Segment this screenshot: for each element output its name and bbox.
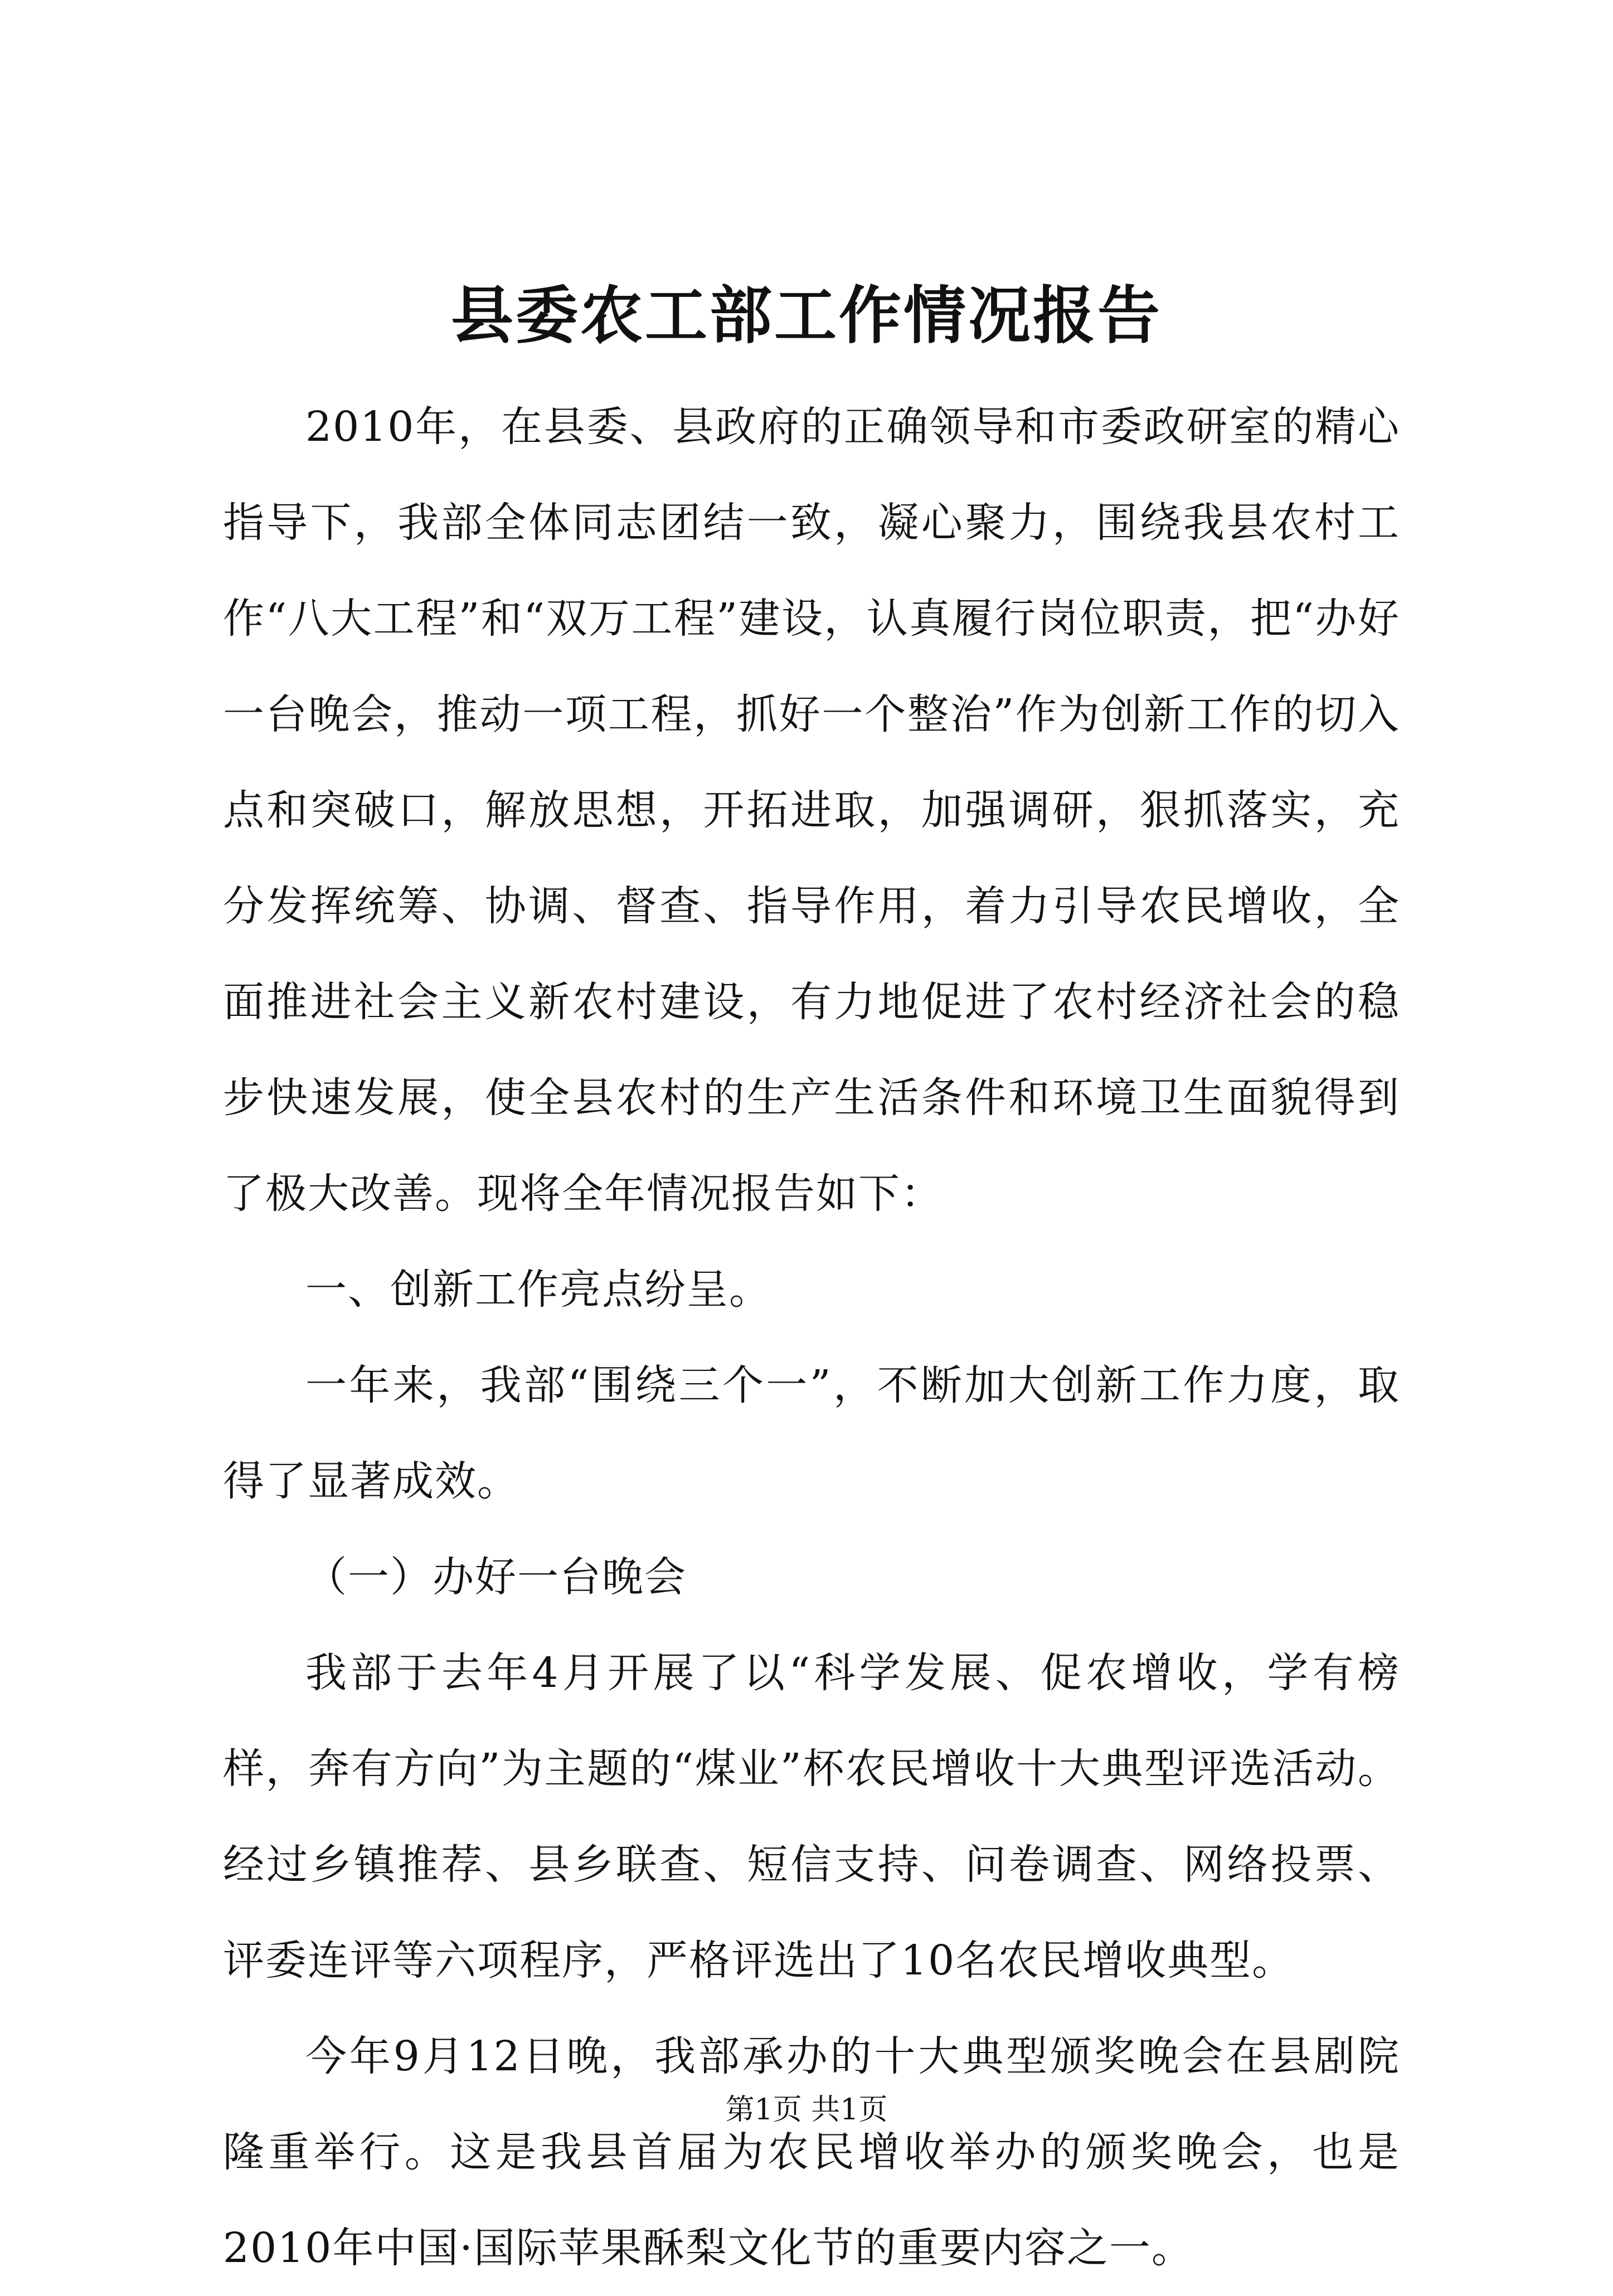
page-footer: 第1页 共1页: [725, 2093, 888, 2127]
paragraph-gala: 今年9月12日晚，我部承办的十大典型颁奖晚会在县剧院隆重举行。这是我县首届为农民增收举办的颁奖晚会，也是2010年中国·国际苹果酥梨文化节的重要内容之一。: [223, 2032, 1400, 2272]
paragraph-section-1: 一年来，我部“围绕三个一”，不断加大创新工作力度，取得了显著成效。: [223, 1361, 1400, 1505]
paragraph-intro: 2010年，在县委、县政府的正确领导和市委政研室的精心指导下，我部全体同志团结一致，凝心聚力，围绕我县农村工作“八大工程”和“双万工程”建设，认真履行岗位职责，把“办好一台晚会，推动一项工程，抓好一个整治”作为创新工作的切入点和突破口，解放思想，开拓进取，加强调研，狠抓落实，充分发挥统筹、协调、督查、指导作用，着力引导农民增收，全面推进社会主义新农村建设，有力地促进了农村经济社会的稳步快速发展，使全县农村的生产生活条件和环境卫生面貌得到了极大改善。现将全年情况报告如下：: [223, 403, 1400, 1218]
section-heading-1: 一、创新工作亮点纷呈。: [305, 1266, 771, 1314]
document-body: [223, 379, 1400, 2296]
paragraph-evaluation: 我部于去年4月开展了以“科学发展、促农增收，学有榜样，奔有方向”为主题的“煤业”杯农民增收十大典型评选活动。经过乡镇推荐、县乡联查、短信支持、问卷调查、网络投票、评委连评等六项程序，严格评选出了10名农民增收典型。: [223, 1649, 1400, 1984]
subsection-heading-1: （一）办好一台晚会: [305, 1553, 687, 1601]
document-title: 县委农工部工作情况报告: [451, 279, 1162, 352]
